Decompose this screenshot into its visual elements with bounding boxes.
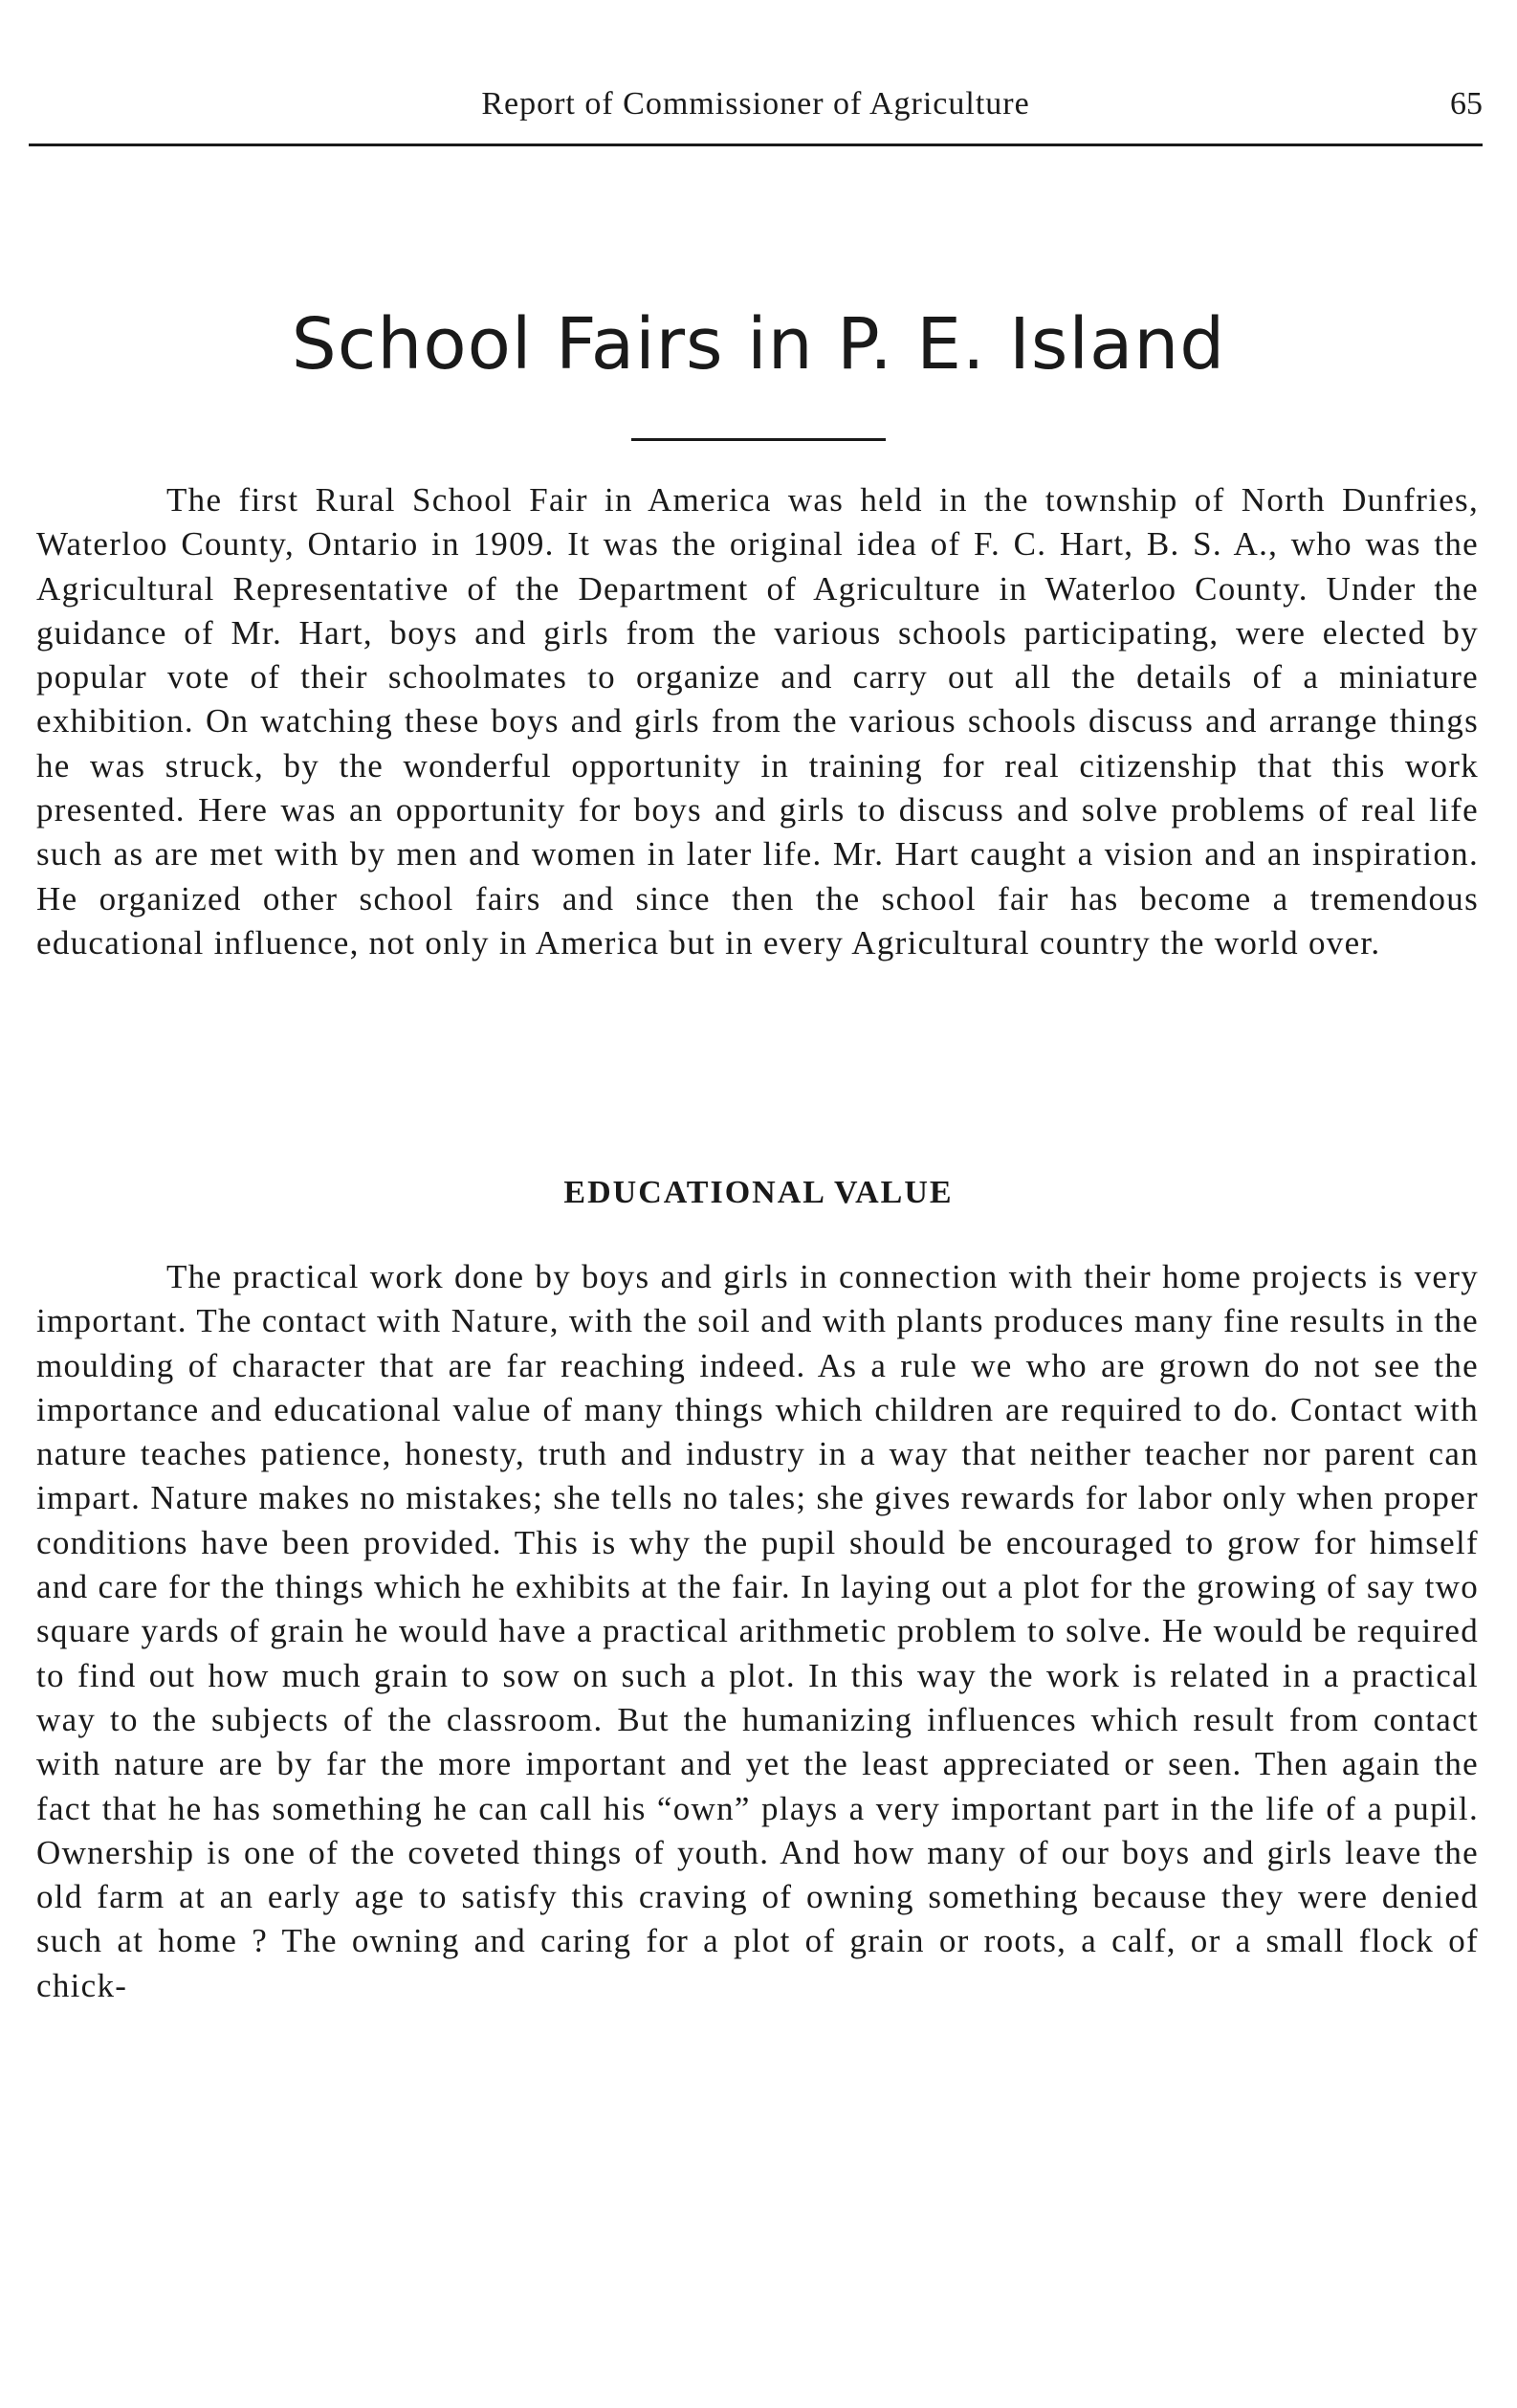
title-rule [631,438,886,441]
article-title: School Fairs in P. E. Island [291,303,1226,386]
header-rule [29,144,1483,146]
section-paragraph: The practical work done by boys and girls in connection with their home projects is very important. The contact with Nature, with the soil and with plants produces many fine results in the moulding of character that are far reaching indeed. As a rule we who are grown do not see the importance and educational value of many things which children are required to do. Contact with nature teaches patience, honesty, truth and industry in a way that neither teacher nor parent can impart. Nature makes no mistakes; she tells no tales; she gives rewards for labor only when proper conditions have been provided. This is why the pupil should be encouraged to grow for himself and care for the things which he exhibits at the fair. In laying out a plot for the growing of say two square yards of grain he would have a practical arithmetic problem to solve. He would be required to find out how much grain to sow on such a plot. In this way the work is related in a practical way to the subjects of the classroom. But the humanizing influences which result from contact with nature are by far the more important and yet the least appreciated or seen. Then again the fact that he has something he can call his “own” plays a very important part in the life of a pupil. Ownership is one of the coveted things of youth. And how many of our boys and girls leave the old farm at an early age to satisfy this craving of owning something because they were denied such at home ? The owning and caring for a plot of grain or roots, a calf, or a small flock of chick- [36,1258,1479,2004]
intro-paragraph: The first Rural School Fair in America was held in the township of North Dunfries, Waterloo County, Ontario in 1909. It was the original idea of F. C. Hart, B. S. A., who was the Agricultural Representative of the Department of Agriculture in Waterloo County. Under the guidance of Mr. Hart, boys and girls from the various schools participating, were elected by popular vote of their schoolmates to organize and carry out all the details of a miniature exhibition. On watching these boys and girls from the various schools discuss and arrange things he was struck, by the wonderful opportunity in training for real citizenship that this work presented. Here was an opportunity for boys and girls to discuss and solve problems of real life such as are met with by men and women in later life. Mr. Hart caught a vision and an inspiration. He organized other school fairs and since then the school fair has become a tremendous educational influence, not only in America but in every Agricultural country the world over. [36,481,1479,961]
page-number: 65 [1450,86,1483,122]
running-title: Report of Commissioner of Agriculture [481,86,1030,122]
section-heading: EDUCATIONAL VALUE [563,1175,954,1210]
running-header [29,86,1483,134]
